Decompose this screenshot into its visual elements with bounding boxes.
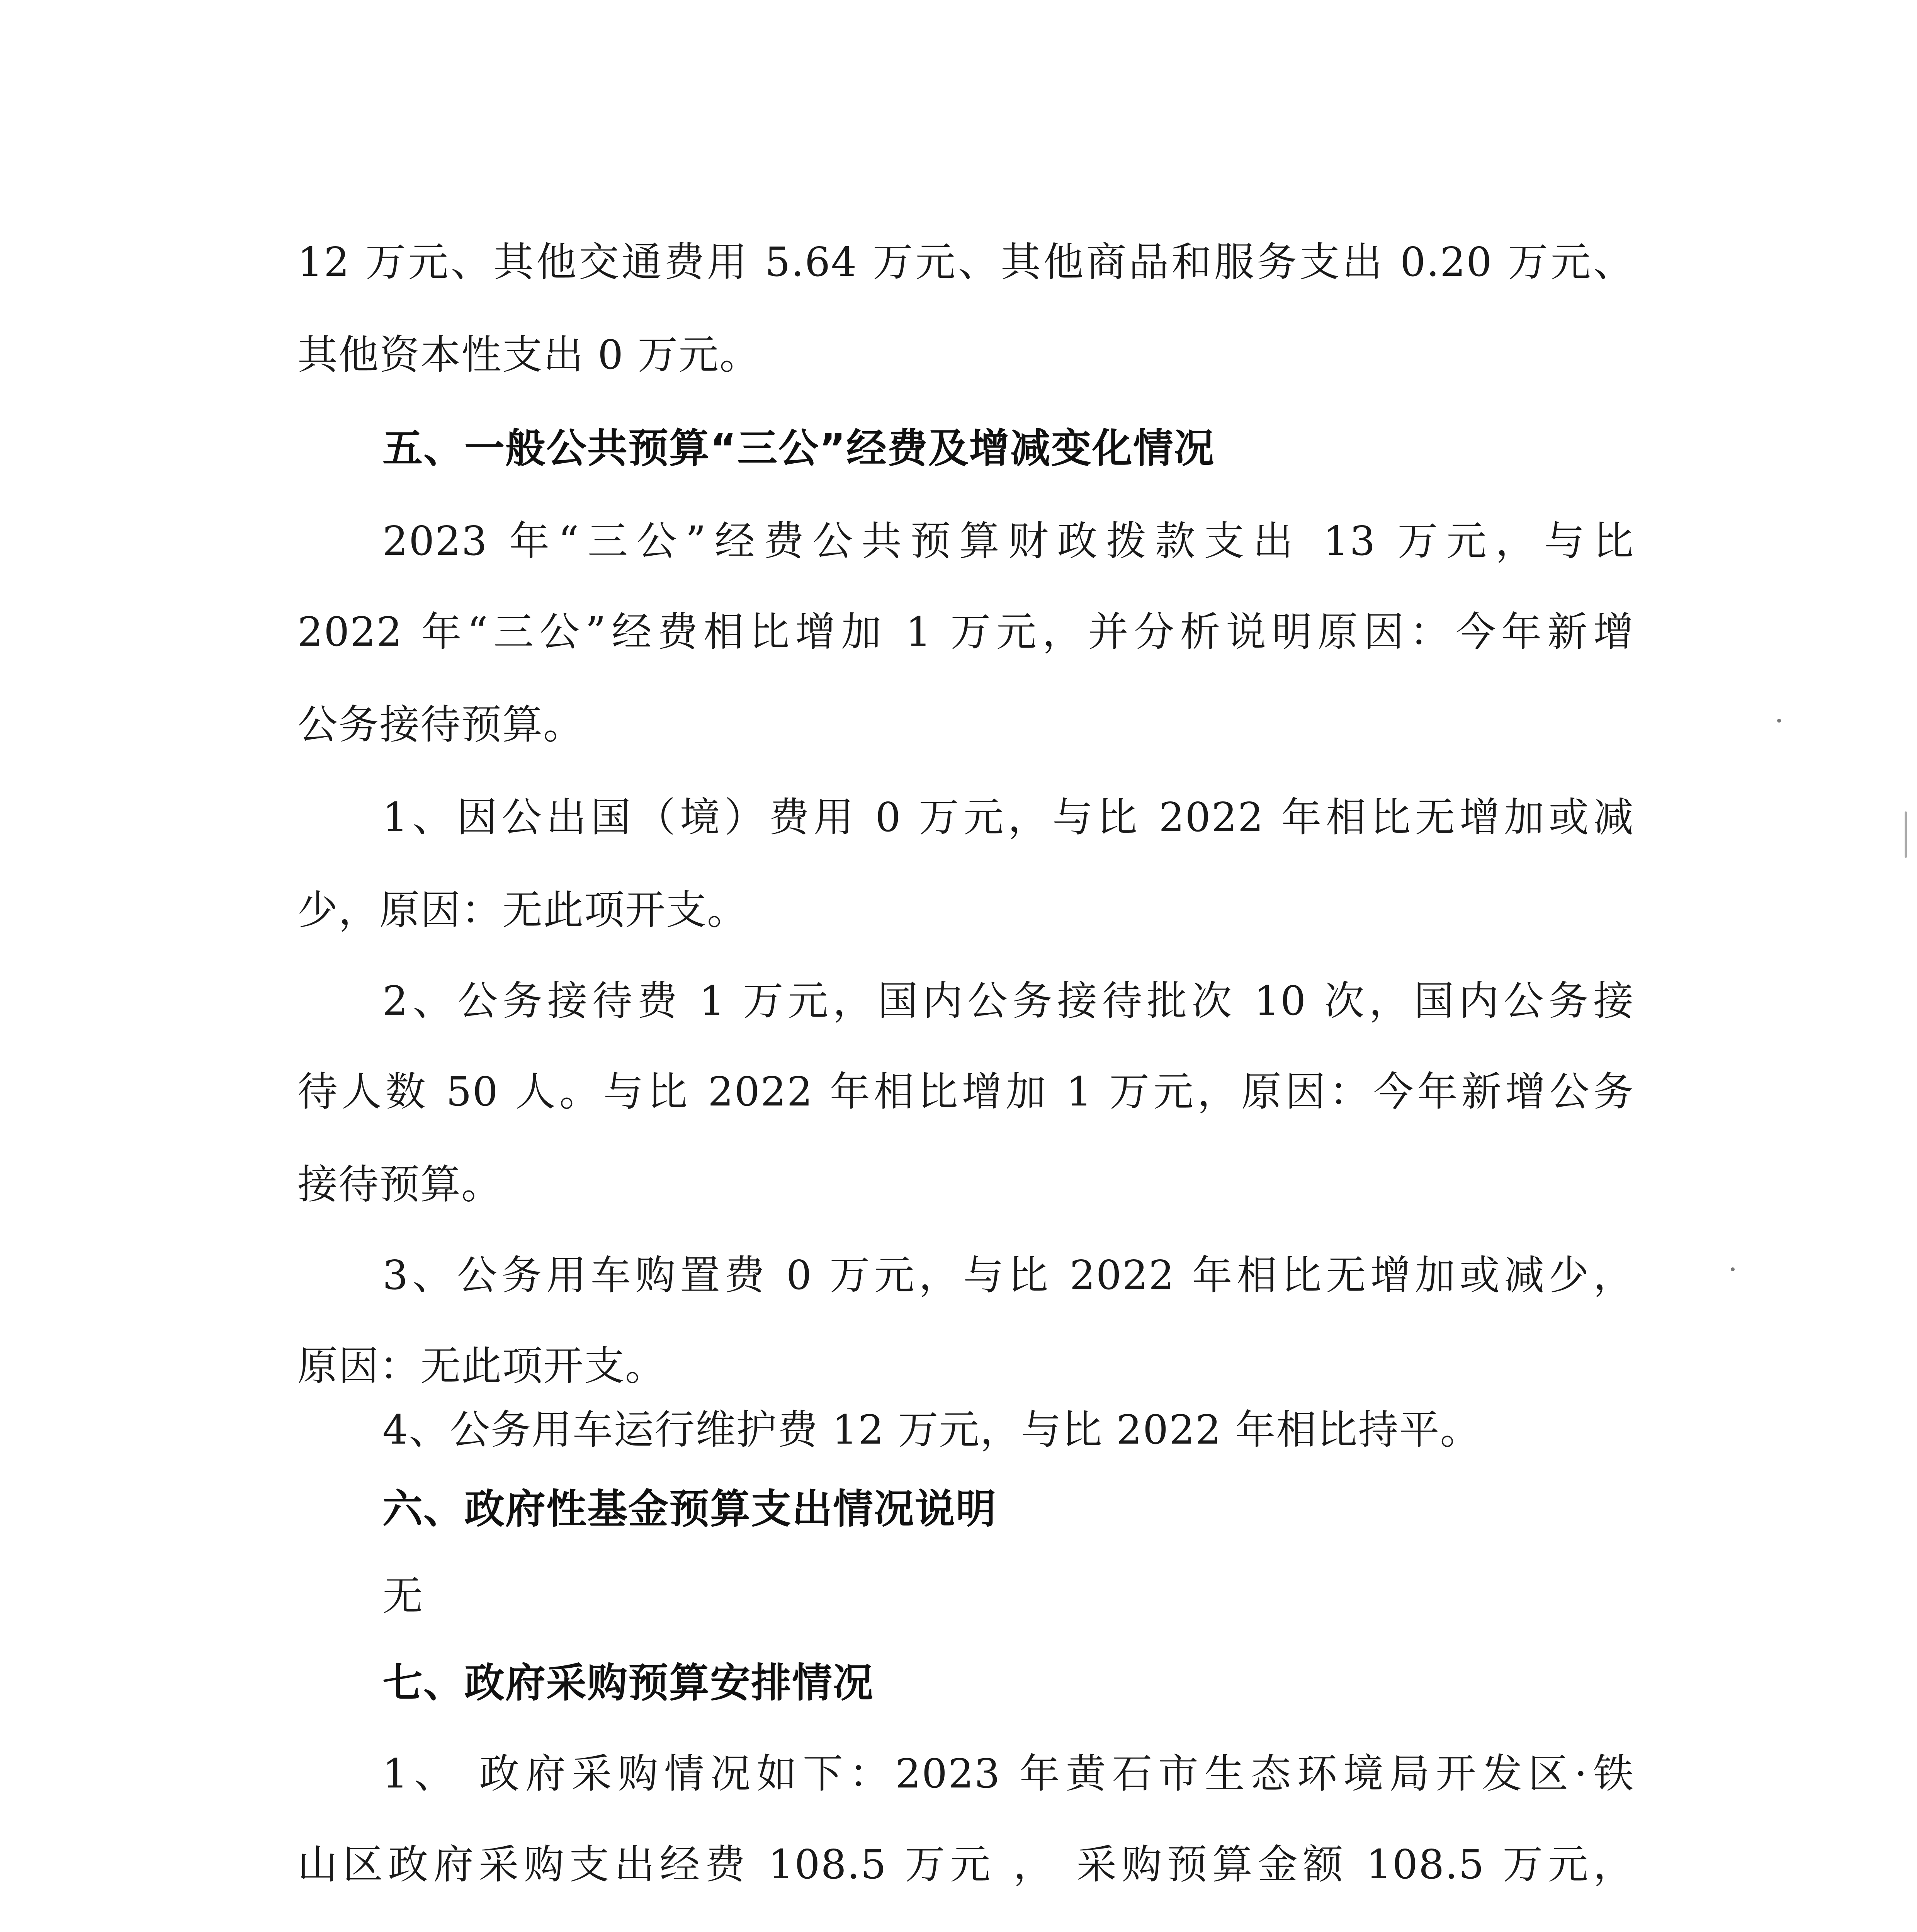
body-line: 待人数 50 人。与比 2022 年相比增加 1 万元，原因：今年新增公务 xyxy=(297,1068,1634,1115)
body-line: 其他资本性支出 0 万元。 xyxy=(297,331,761,378)
scan-edge-mark xyxy=(1905,811,1907,858)
body-line: 无 xyxy=(382,1572,424,1619)
scan-speck xyxy=(1731,1267,1735,1271)
section-heading: 六、政府性基金预算支出情况说明 xyxy=(382,1485,997,1532)
body-line: 原因：无此项开支。 xyxy=(297,1342,666,1389)
body-line: 2023 年“三公”经费公共预算财政拨款支出 13 万元，与比 xyxy=(382,517,1634,565)
section-heading: 五、一般公共预算“三公”经费及增减变化情况 xyxy=(382,425,1215,472)
body-line: 1、 政府采购情况如下：2023 年黄石市生态环境局开发区·铁 xyxy=(382,1750,1634,1797)
body-line: 公务接待预算。 xyxy=(297,701,585,748)
body-line: 接待预算。 xyxy=(297,1161,503,1208)
body-line xyxy=(297,1930,1634,1932)
body-line: 少，原因：无此项开支。 xyxy=(297,886,748,934)
body-line: 2022 年“三公”经费相比增加 1 万元，并分析说明原因：今年新增 xyxy=(297,608,1634,655)
scan-speck xyxy=(1777,719,1781,723)
body-line: 1、因公出国（境）费用 0 万元，与比 2022 年相比无增加或减 xyxy=(382,794,1634,841)
body-line: 4、公务用车运行维护费 12 万元，与比 2022 年相比持平。 xyxy=(382,1406,1481,1453)
body-line: 2、公务接待费 1 万元，国内公务接待批次 10 次，国内公务接 xyxy=(382,977,1634,1024)
body-line: 3、公务用车购置费 0 万元，与比 2022 年相比无增加或减少， xyxy=(382,1252,1634,1299)
body-line: 12 万元、其他交通费用 5.64 万元、其他商品和服务支出 0.20 万元、 xyxy=(297,238,1634,286)
section-heading: 七、政府采购预算安排情况 xyxy=(382,1659,874,1706)
body-line: 山区政府采购支出经费 108.5 万元 ， 采购预算金额 108.5 万元， xyxy=(297,1841,1634,1888)
